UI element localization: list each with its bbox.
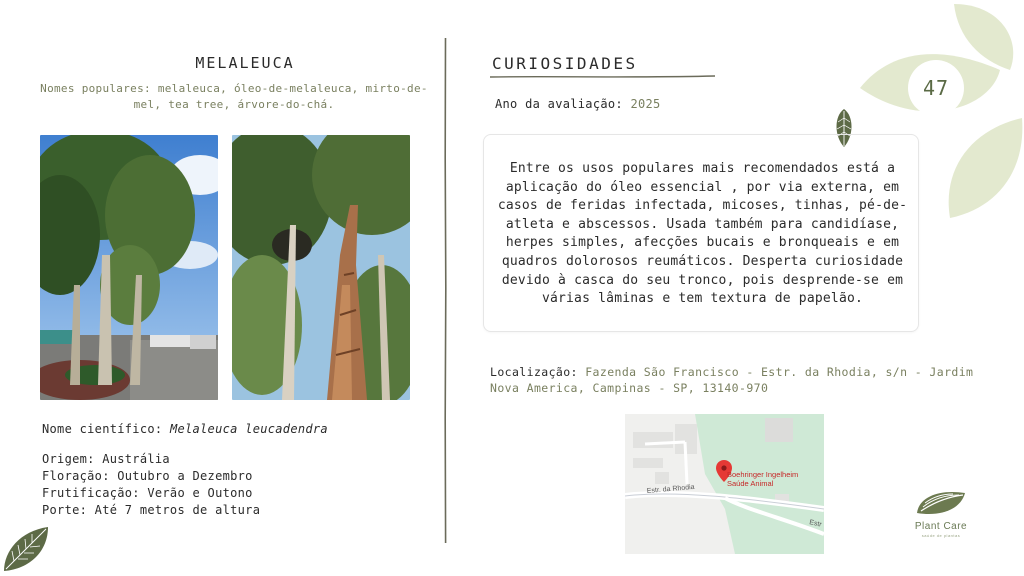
map-road-label-2: Estr [808,519,823,529]
location-map[interactable] [625,414,824,554]
map-place-line-1: Boehringer Ingelheim [727,470,799,479]
leaf-bottom-shape [949,118,1023,218]
logo-name: Plant Care [914,521,968,532]
plant-facts [42,451,260,519]
leaf-bottom-left-icon [0,525,52,573]
evaluation-year-label: Ano da avaliação: [495,97,623,111]
location-address: Fazenda São Francisco - Estr. da Rhodia, s/n - Jardim Nova America, Campinas - SP, 13140-970 [490,365,974,395]
plant-photo-street [40,135,218,400]
scientific-name-line [42,422,328,436]
popular-names: Nomes populares: melaleuca, óleo-de-melaleuca, mirto-de-mel, tea tree, árvore-do-chá. [40,82,428,111]
fact-size: Porte: Até 7 metros de altura [42,503,261,517]
evaluation-year-value: 2025 [630,97,661,111]
location-label: Localização: [490,365,578,379]
scientific-name: Melaleuca leucadendra [169,422,328,436]
fact-fruiting: Frutificação: Verão e Outono [42,486,253,500]
map-road-label-1: Estr. da Rhodia [646,483,695,495]
curiosity-text: Entre os usos populares mais recomendados está a aplicação do óleo essencial , por via externa, em casos de feridas infectada, micoses, tinhas, pé-de-atleta e abscessos. Usada também para candidíase, herpes simples, afecções bucais e bronqueais e em quadros dolorosos reumáticos. Desperta curiosidade devido à casca do seu tronco, pois desprende-se em várias lâminas e tem textura de papelão. [497,161,908,307]
fact-flowering: Floração: Outubro a Dezembro [42,469,253,483]
evaluation-year [495,97,661,111]
column-divider [444,38,447,543]
plant-photo-trunk [232,135,410,400]
page-number: 47 [908,60,964,116]
plant-title: MELALEUCA [195,54,295,72]
fact-origin: Origem: Austrália [42,452,170,466]
title-underline [490,73,715,81]
plant-care-logo-icon [913,487,969,519]
scientific-name-label: Nome científico: [42,422,163,436]
section-title: CURIOSIDADES [492,54,638,73]
map-place-line-2: Saúde Animal [727,479,774,488]
logo-tagline: saúde de plantas [921,533,961,538]
location [490,365,990,396]
